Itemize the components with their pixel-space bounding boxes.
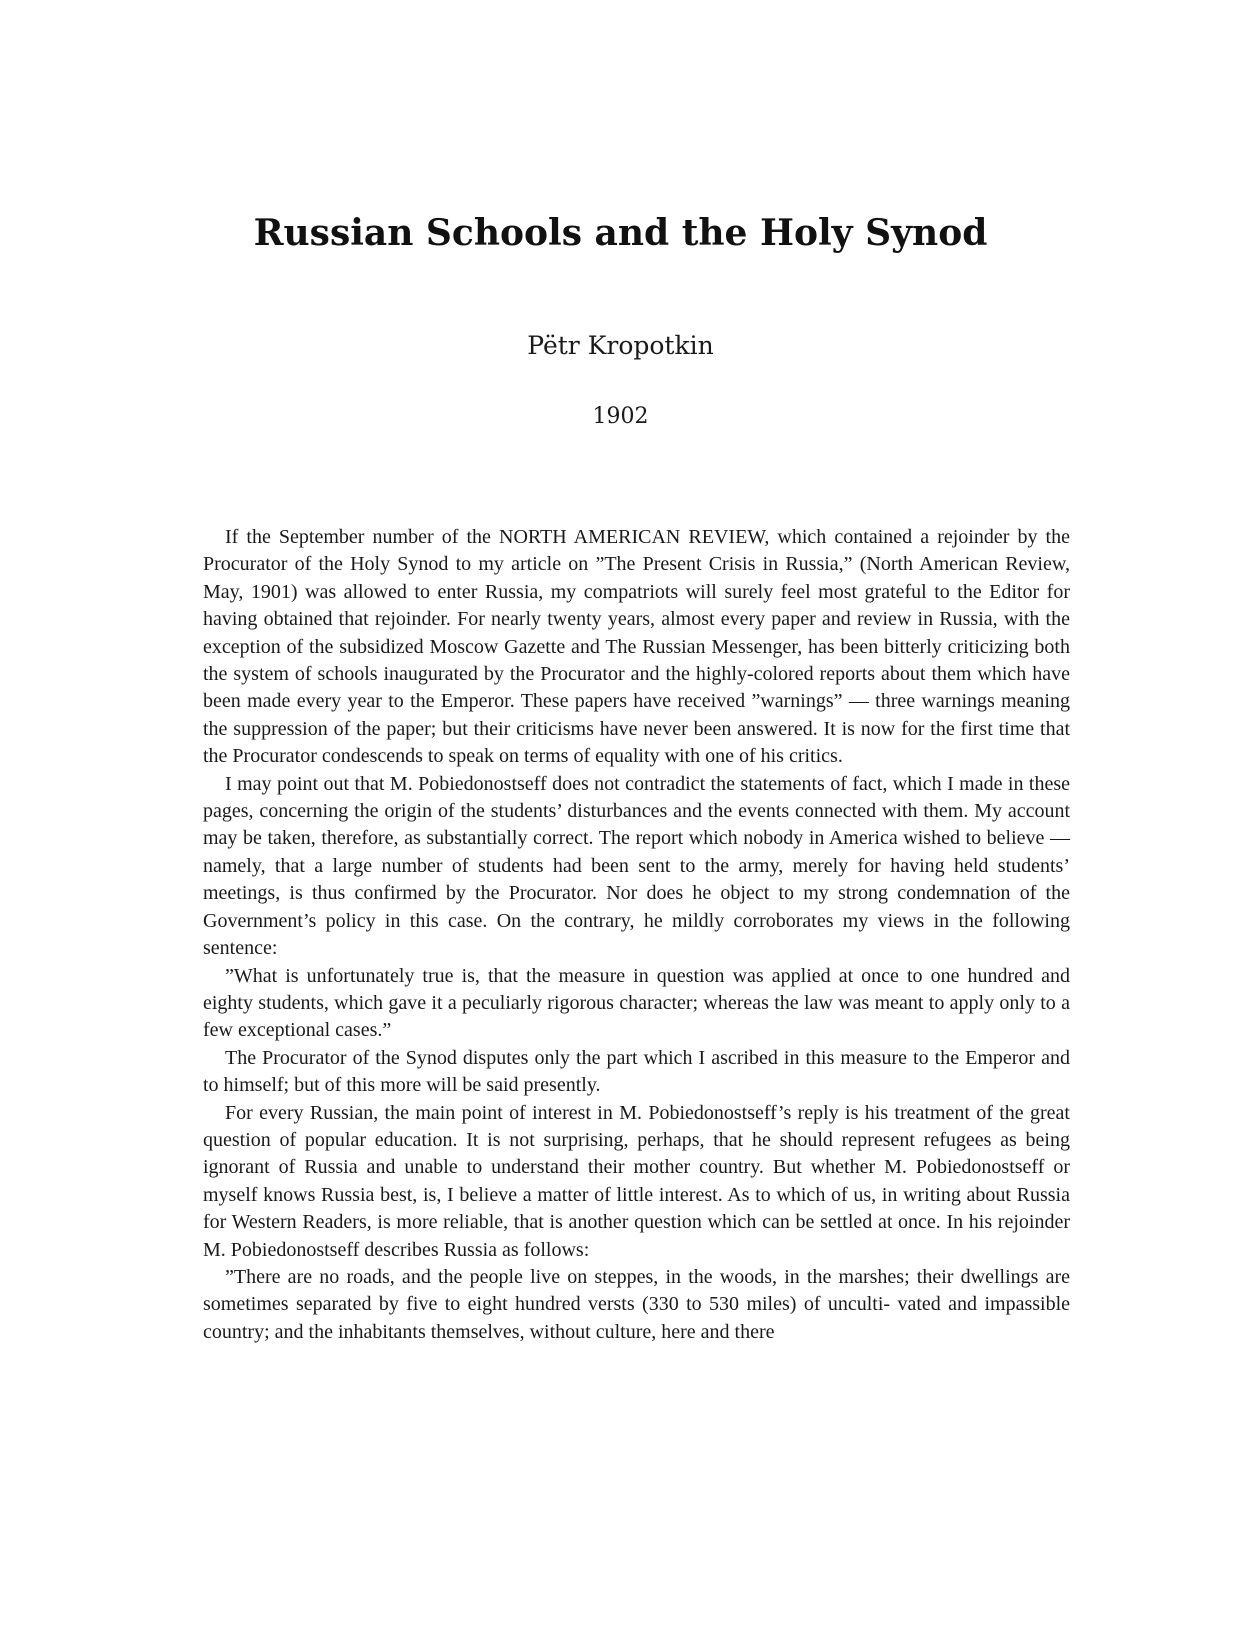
document-title: Russian Schools and the Holy Synod	[253, 212, 988, 254]
paragraph: The Procurator of the Synod disputes only the part which I ascribed in this measure to the Emperor and to himself; but of this more will be said presently.	[203, 1046, 1070, 1097]
paragraph: ”What is unfortunately true is, that the measure in question was applied at once to one hundred and eighty students, which gave it a peculiarly rigorous character; whereas the law was meant to apply only to a few exceptional cases.”	[203, 964, 1070, 1042]
document-body	[203, 524, 1070, 1346]
document-year: 1902	[592, 404, 649, 429]
paragraph: If the September number of the NORTH AMERICAN REVIEW, which contained a rejoinder by the Procurator of the Holy Synod to my article on ”The Present Crisis in Russia,” (North American Review, May, 1901) was allowed to enter Russia, my compatriots will surely feel most grateful to the Editor for having obtained that rejoinder. For nearly twenty years, almost every paper and review in Russia, with the exception of the subsidized Moscow Gazette and The Russian Messenger, has been bitterly criticizing both the system of schools inaugurated by the Procurator and the highly-colored reports about them which have been made every year to the Emperor. These papers have received ”warnings” — three warnings meaning the suppression of the paper; but their criticisms have never been answered. It is now for the first time that the Procurator condescends to speak on terms of equality with one of his critics.	[203, 526, 1070, 768]
document-author: Pëtr Kropotkin	[527, 331, 714, 360]
paragraph: ”There are no roads, and the people live on steppes, in the woods, in the marshes; their dwellings are sometimes separated by five to eight hundred versts (330 to 530 miles) of unculti- vated and impassible country; and the inhabitants themselves, without culture, here and there	[203, 1265, 1070, 1343]
paragraph: For every Russian, the main point of interest in M. Pobiedonostseff’s reply is his treatment of the great question of popular education. It is not surprising, perhaps, that he should represent refugees as being ignorant of Russia and unable to understand their mother country. But whether M. Pobiedonostseff or myself knows Russia best, is, I believe a matter of little interest. As to which of us, in writing about Russia for Western Readers, is more reliable, that is another question which can be settled at once. In his rejoinder M. Pobiedonostseff describes Russia as follows:	[203, 1101, 1070, 1261]
paragraph: I may point out that M. Pobiedonostseff does not contradict the statements of fact, which I made in these pages, concerning the origin of the students’ disturbances and the events connected with them. My account may be taken, therefore, as substantially correct. The report which nobody in America wished to believe — namely, that a large number of students had been sent to the army, merely for having held students’ meetings, is thus confirmed by the Procurator. Nor does he object to my strong condemnation of the Government’s policy in this case. On the contrary, he mildly corroborates my views in the following sentence:	[203, 772, 1070, 960]
